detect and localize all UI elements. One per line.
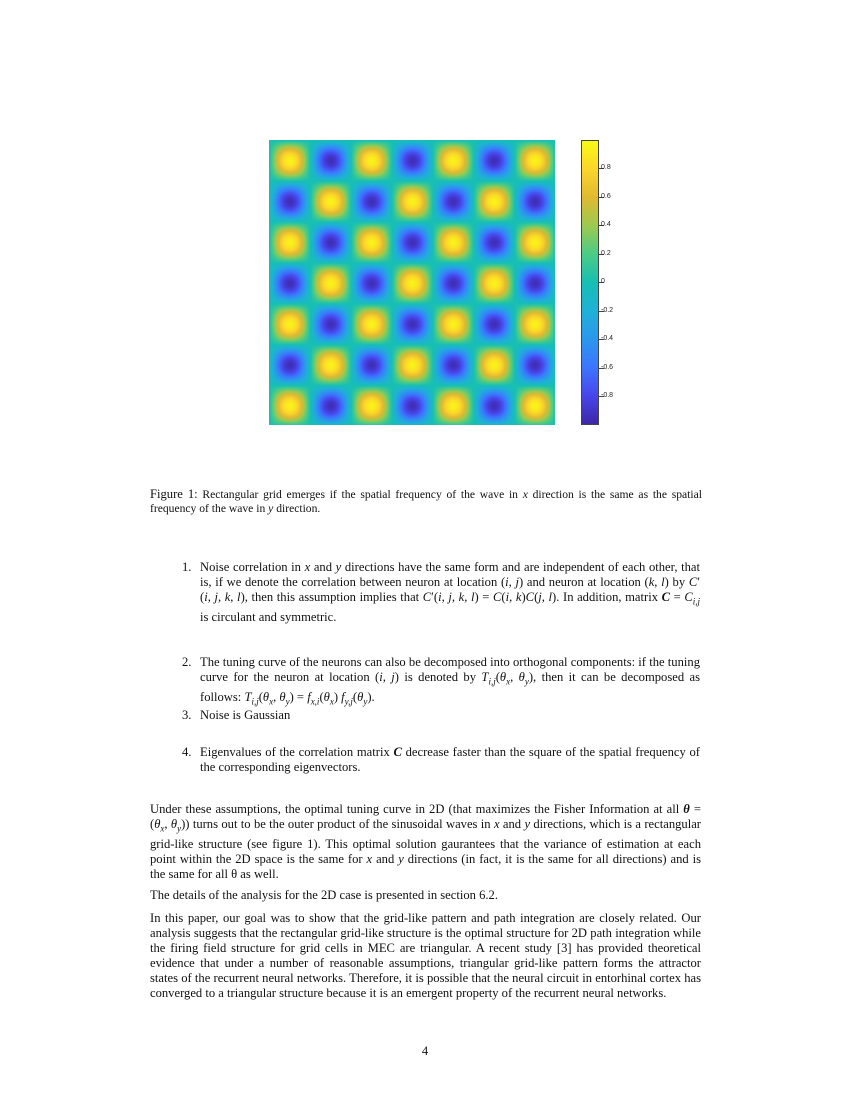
assumption-text: The tuning curve of the neurons can also be decomposed into orthogonal components: if the tuning curve for the neuron at location (i, j) is denoted by $T_{i,j}(\theta_x$, $\theta_y$), then it can be decomposed as follows: $T_{i,j}(\theta_x$, $\theta_y) = f_{x,i}(\theta_x)$ $f_{y,j}(\theta_y)$. [200, 655, 701, 707]
assumptions-list [183, 745, 700, 775]
grid-heatmap [269, 140, 555, 425]
assumption-number: 2. [182, 655, 192, 669]
assumption-text: Noise correlation in x and y directions have the same form and are independent of each other, that is, if we denote the correlation between neuron at location (i, j) and neuron at location (k, l) by C′(i, j, k, l), then this assumption implies that C′(i, j, k, l) = C(i, k)C(j, l). In addition, matrix $C = C_{i,j}$ is circulant and symmetric. [200, 560, 701, 624]
assumption-text: Eigenvalues of the correlation matrix C decrease faster than the square of the spatial frequency of the corresponding eigenvectors. [200, 745, 700, 774]
figure-caption-text: Rectangular grid emerges if the spatial frequency of the wave in x direction is the same as the spatial frequency of the wave in y direction. [150, 488, 702, 515]
assumption-text: Noise is Gaussian [200, 708, 291, 722]
page-number: 4 [421, 1044, 429, 1058]
body-paragraph: The details of the analysis for the 2D case is presented in section 6.2. [150, 888, 498, 902]
body-paragraph: In this paper, our goal was to show that the grid-like pattern and path integration are closely related. Our analysis suggests that the rectangular grid-like structure is the optimal structure for 2D path integration while the firing field structure for grid cells in MEC are triangular. A recent study [3] has provided theoretical evidence that under a number of reasonable assumptions, triangular grid-like pattern forms the attractor states of the recurrent neural networks. Therefore, it is possible that the neural circuit in entorhinal cortex has converged to a triangular structure because it is an emergent property of the recurrent neural networks. [150, 911, 701, 1000]
figure-caption-label: Figure 1: [150, 487, 198, 501]
assumptions-list [183, 560, 700, 625]
colorbar-tick-label: 0.4 [601, 221, 611, 228]
assumptions-list [183, 708, 700, 723]
body-paragraph: Under these assumptions, the optimal tuning curve in 2D (that maximizes the Fisher Information at all $\theta = (\theta_x$, $\theta_y$)) turns out to be the outer product of the sinusoidal waves in x and y directions, which is a rectangular grid-like structure (see figure 1). This optimal solution gaurantees that the variance of estimation at each point within the 2D space is the same for x and y directions (in fact, it is the same for all directions) and is the same for all θ as well. [150, 802, 701, 881]
colorbar-tick-label: -0.2 [601, 307, 614, 314]
assumption-item [183, 745, 700, 775]
colorbar-tick-label: -0.6 [601, 364, 614, 371]
colorbar-tick-label: 0.8 [601, 164, 611, 171]
assumption-item [183, 560, 700, 625]
colorbar-tick-label: 0.2 [601, 250, 611, 257]
assumption-number: 1. [182, 560, 192, 574]
colorbar-tick-label: -0.8 [601, 392, 614, 399]
colorbar-tick-label: -0.4 [601, 335, 614, 342]
assumption-item [183, 708, 700, 723]
assumptions-list [183, 655, 700, 709]
colorbar [581, 140, 599, 425]
assumption-number: 4. [182, 745, 192, 759]
assumption-item [183, 655, 700, 709]
assumption-number: 3. [182, 708, 192, 722]
colorbar-tick-label: 0 [601, 278, 605, 285]
figure-caption [150, 487, 702, 516]
colorbar-tick-label: 0.6 [601, 193, 611, 200]
